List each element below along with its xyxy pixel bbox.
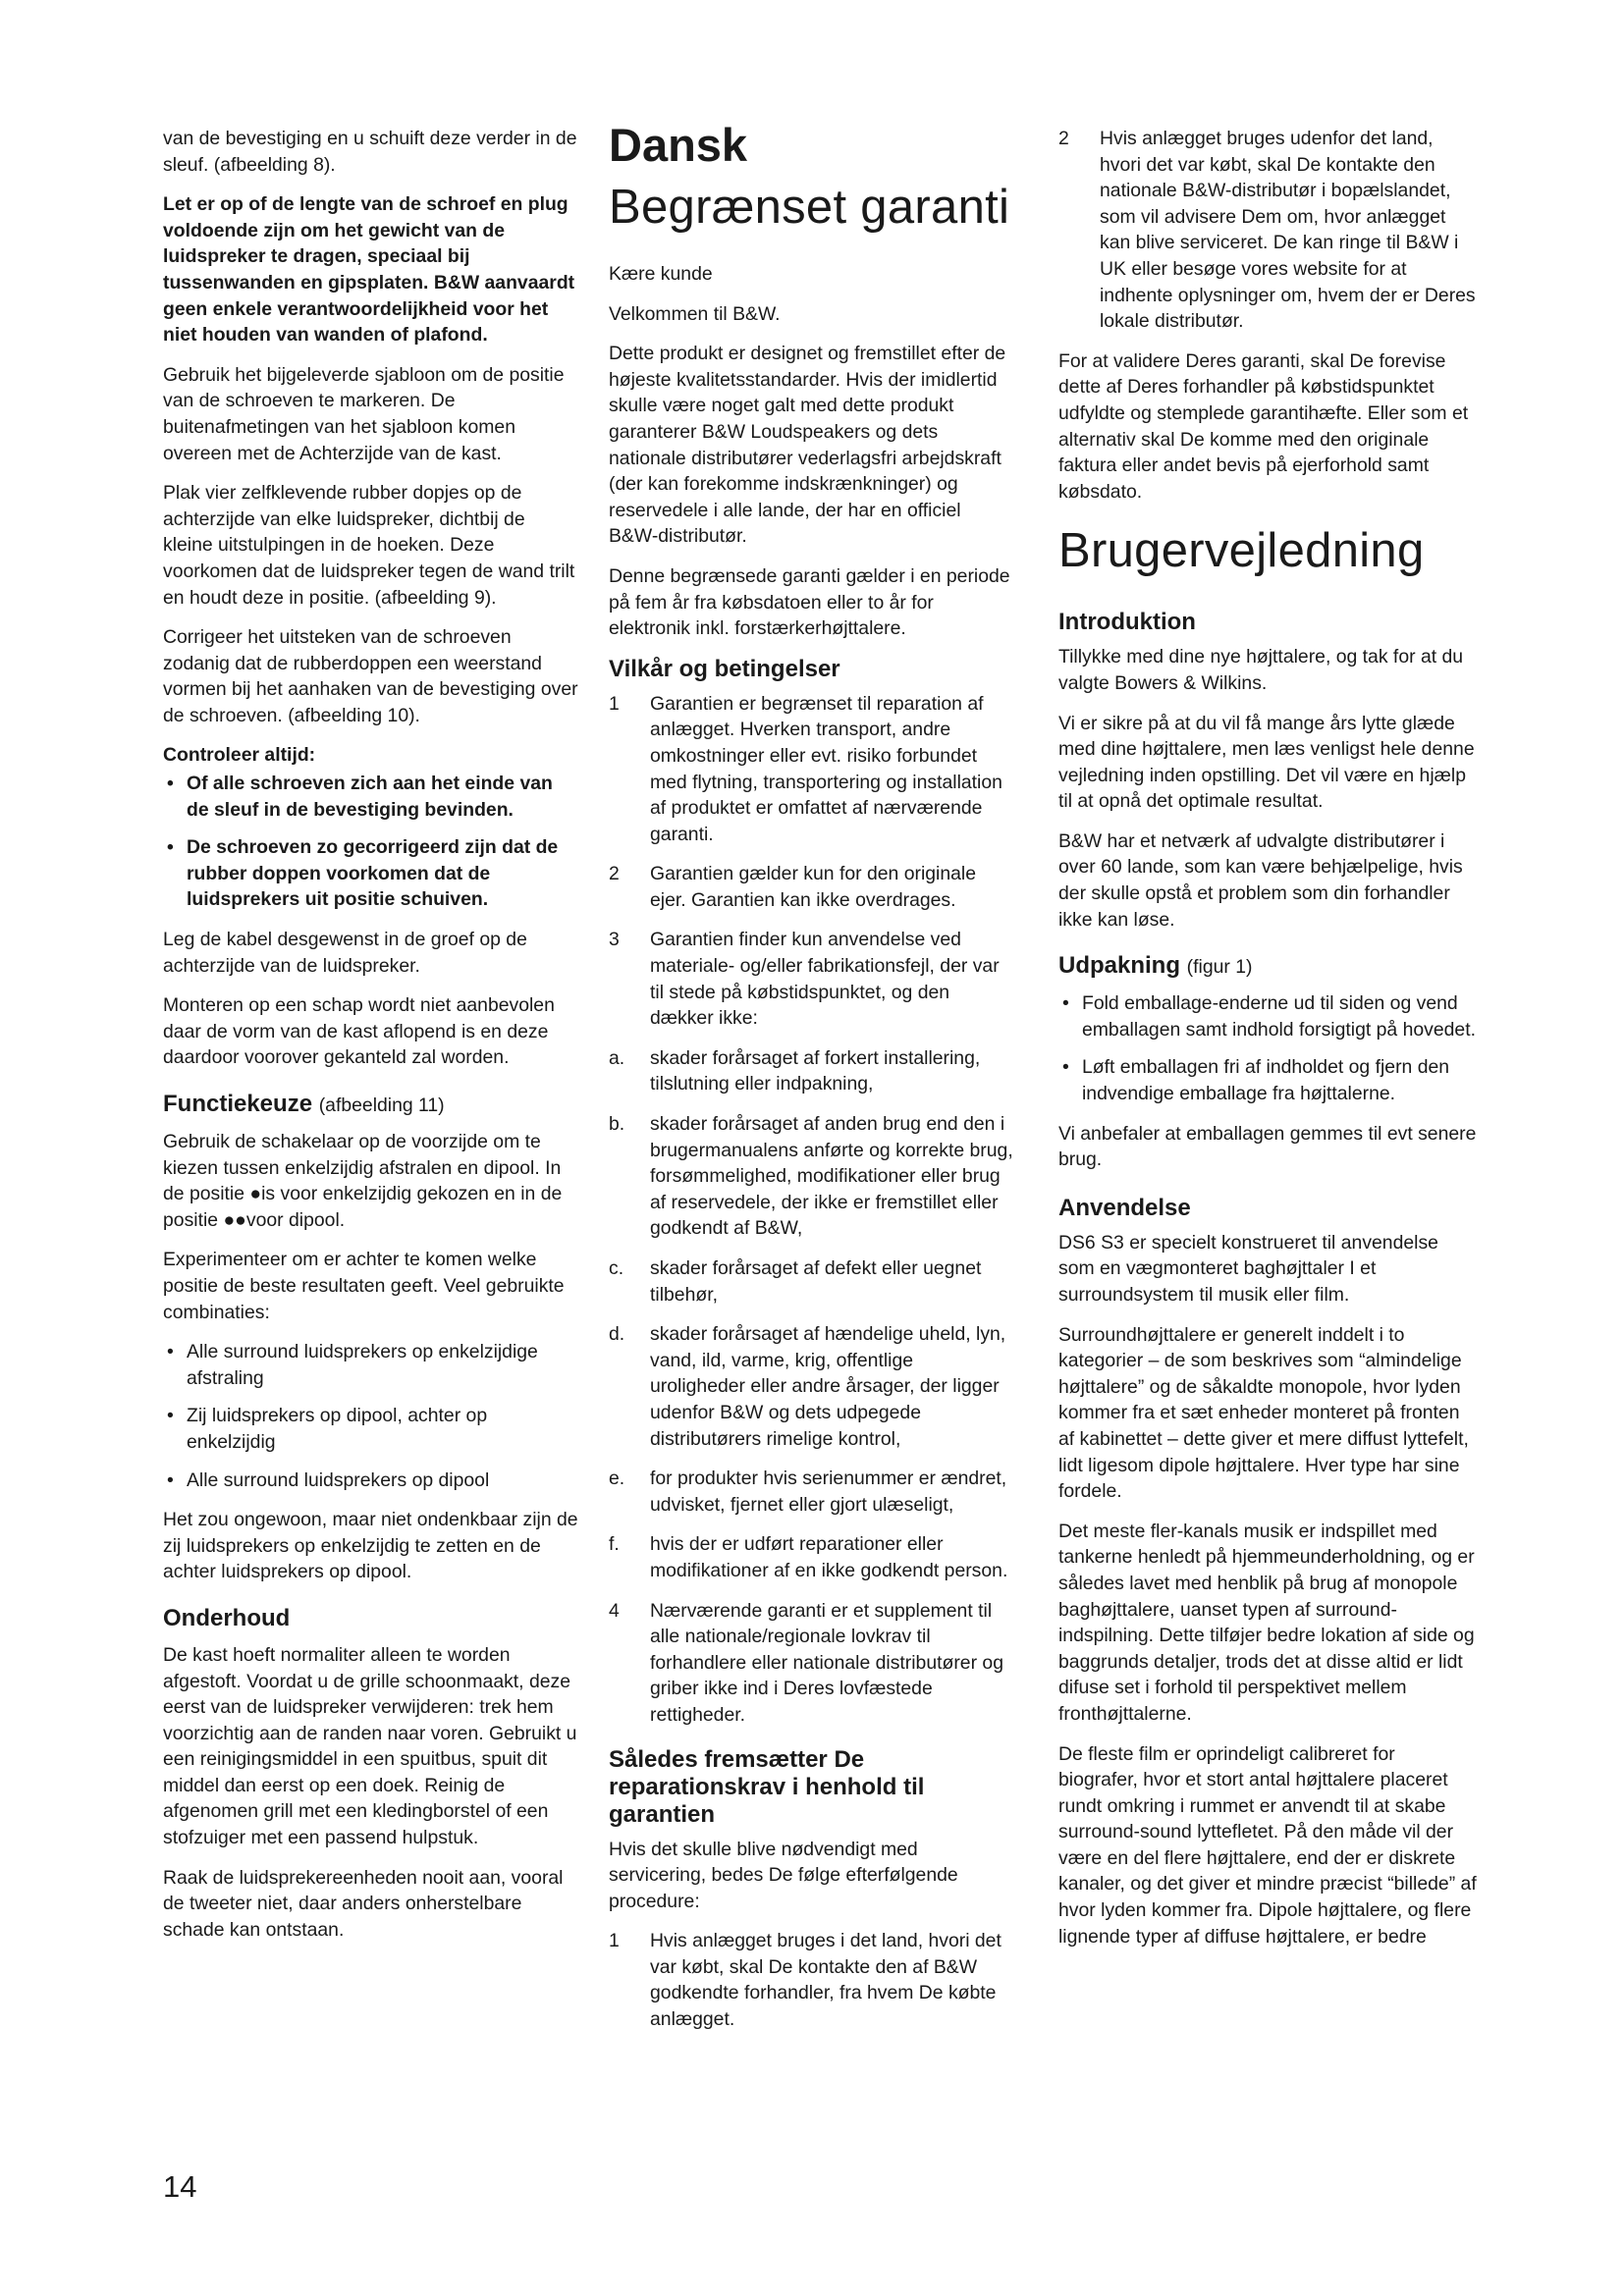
language-heading: Dansk [609,119,748,171]
paragraph: Corrigeer het uitsteken van de schroeven zodanig dat de rubberdoppen een weerstand vormen bij het aanhaken van de bevestiging over de schroeven. (afbeelding 10). [163,626,578,726]
list-item: • Alle surround luidsprekers op enkelzijdige afstraling [163,1339,579,1391]
list-item: • Of alle schroeven zich aan het einde van de sleuf in de bevestiging bevinden. [163,771,579,823]
list-item: • De schroeven zo gecorrigeerd zijn dat de rubber doppen voorkomen dat de luidsprekers uit positie schuiven. [163,834,579,913]
section-title: Brugervejledning [1058,524,1425,578]
paragraph: Surroundhøjttalere er generelt inddelt i to kategorier – de som beskrives som “almindelige højttalere” og de såkaldte monopole, hvor lyden kommer fra et sæt enheder monteret på fronten af kabinettet – dette giver et mere diffust lyttefelt, lidt ligesom dipole højttalere. Hver type har sine fordele. [1058,1323,1469,1503]
section-heading-anvendelse: Anvendelse [1058,1194,1191,1221]
single-dot-symbol: ● [249,1183,262,1205]
section-heading-udpakning: Udpakning (figur 1) [1058,952,1253,980]
list-item: 2 Garantien gælder kun for den originale ejer. Garantien kan ikke overdrages. [609,863,976,911]
paragraph: Raak de luidsprekereenheden nooit aan, vooral de tweeter niet, daar anders onherstelbare schade kan ontstaan. [163,1866,564,1941]
page-number: 14 [163,2169,197,2204]
list-item: • Løft emballagen fri af indholdet og fjern den indvendige emballage fra højttalerne. [1058,1054,1477,1106]
list-item: 1 Hvis anlægget bruges i det land, hvori det var købt, skal De kontakte den af B&W godkendte forhandler, fra hvem De købte anlægget. [609,1930,1001,2031]
paragraph: Het zou ongewoon, maar niet ondenkbaar zijn de zij luidsprekers op enkelzijdig te zetten en de achter luidsprekers op dipool. [163,1509,578,1583]
column-left [163,126,579,1956]
paragraph: Leg de kabel desgewenst in de groef op de achterzijde van de luidspreker. [163,929,527,977]
page-title: Begrænset garanti [609,181,1010,234]
paragraph: Experimenteer om er achter te komen welke positie de beste resultaten geeft. Veel gebruikte combinaties: [163,1249,565,1323]
double-dot-symbol: ●● [223,1208,246,1231]
paragraph: Tillykke med dine nye højttalere, og tak for at du valgte Bowers & Wilkins. [1058,646,1464,694]
paragraph: B&W har et netværk af udvalgte distributører i over 60 lande, som kan være behjælpelige, hvis der skulle opstå et problem som din forhandler ikke kan løse. [1058,829,1463,931]
section-heading-saledes: Således fremsætter De reparationskrav i henhold til garantien [609,1745,925,1828]
column-right [1058,126,1477,1963]
list-item: f. hvis der er udført reparationer eller modifikationer af en ikke godkendt person. [609,1533,1008,1581]
paragraph: Dette produkt er designet og fremstillet efter de højeste kvalitetsstandarder. Hvis der imidlertid skulle være noget galt med dette produkt garanterer B&W Loudspeakers og dets nationale distributører vederlagsfri arbejdskraft (der kan forekomme indskrænkninger) og reservedele i alle lande, der har en officiel B&W-distributør. [609,343,1006,548]
paragraph: Gebruik het bijgeleverde sjabloon om de positie van de schroeven te markeren. De buitenafmetingen van het sjabloon komen overeen met de Achterzijde van de kast. [163,363,565,464]
paragraph: Det meste fler-kanals musik er indspillet med tankerne henledt på hjemmeunderholdning, og er således lavet med henblik på brug af monopole baghøjttalere, uanset typen af surround-indspilning. Dette tilføjer bedre lokation af side og baggrunds detaljer, trods det at disse altid er lidt difuse set i forhold til perspektivet mellem fronthøjttalerne. [1058,1520,1475,1725]
section-heading-onderhoud: Onderhoud [163,1604,291,1631]
check-title: Controleer altijd: [163,744,316,767]
paragraph: Monteren op een schap wordt niet aanbevolen daar de vorm van de kast aflopend is en deze daardoor voorover gekanteld zal worden. [163,994,555,1069]
paragraph: De fleste film er oprindeligt calibreret for biografer, hvor et stort antal højttalere placeret rundt omkring i rummet er anvendt til at skabe surround-sound lyttefletet. På den måde vil der være en del flere højttalere, end der er diskrete kanaler, og det giver et mindre præcist “billede” af hvor lyden kommer fra. Dipole højttalere, og flere lignende typer af diffuse højttalere, er bedre [1058,1742,1477,1948]
list-item: d. skader forårsaget af hændelige uheld, lyn, vand, ild, varme, krig, offentlige uroligheder eller andre årsager, der ligger udenfor B&W og dets udpegede distributørers rimelige kontrol, [609,1323,1006,1450]
paragraph: De kast hoeft normaliter alleen te worden afgestoft. Voordat u de grille schoonmaakt, deze eerst van de luidspreker verwijderen: trek hem voorzichtig aan de randen naar voren. Gebruikt u een reinigingsmiddel in een spuitbus, spuit dit middel dan eerst op een doek. Reinig de afgenomen grill met een kledingborstel of een stofzuiger met een passend hulpstuk. [163,1643,577,1849]
paragraph: Hvis det skulle blive nødvendigt med servicering, bedes De følge efterfølgende procedure: [609,1838,958,1912]
paragraph: Vi er sikre på at du vil få mange års lytte glæde med dine højttalere, men læs venligst hele denne vejledning inden opstilling. Det vil være en hjælp til at opnå det optimale resultat. [1058,712,1475,813]
section-heading-vilkar: Vilkår og betingelser [609,655,840,682]
paragraph: Kære kunde [609,263,713,285]
list-item: 2 Hvis anlægget bruges udenfor det land, hvori det var købt, skal De kontakte den nationale B&W-distributør i bopælslandet, som vil advisere Dem om, hvor anlægget kan blive serviceret. De kan ringe til B&W i UK eller besøge vores website for at indhente oplysninger om, hvem der er Deres lokale distributør. [1058,128,1476,333]
paragraph: DS6 S3 er specielt konstrueret til anvendelse som en vægmonteret baghøjttaler I et surroundsystem til musik eller film. [1058,1231,1438,1306]
list-item: 3 Garantien finder kun anvendelse ved materiale- og/eller fabrikationsfejl, der var til stede på købstidspunktet, og den dækker ikke: [609,929,1000,1030]
paragraph: Vi anbefaler at emballagen gemmes til evt senere brug. [1058,1122,1477,1171]
paragraph: For at validere Deres garanti, skal De forevise dette af Deres forhandler på købstidspunktet udfyldte og stemplede garantihæfte. Eller som et alternativ skal De komme med den originale faktura eller andet bevis på ejerforhold samt købsdato. [1058,349,1469,503]
list-item: • Alle surround luidsprekers op dipool [163,1468,579,1494]
list-item: 1 Garantien er begrænset til reparation af anlægget. Hverken transport, andre omkostninger eller evt. risiko forbundet med flytning, transportering og installation af produktet er omfattet af nærværende garanti. [609,692,1002,845]
paragraph: Plak vier zelfklevende rubber dopjes op de achterzijde van elke luidspreker, dichtbij de kleine uitstulpingen in de hoeken. Deze voorkomen dat de luidspreker tegen de wand trilt en houdt deze in positie. (afbeelding 9). [163,482,575,609]
unpacking-list [1058,990,1477,1106]
check-list [163,771,579,913]
list-item: e. for produkter hvis serienummer er ændret, udvisket, fjernet eller gjort ulæseligt, [609,1468,1007,1516]
section-heading-functiekeuze: Functiekeuze (afbeelding 11) [163,1091,445,1117]
warning-paragraph: Let er op of de lengte van de schroef en plug voldoende zijn om het gewicht van de luidspreker te dragen, speciaal bij tussenwanden en gipsplaten. B&W aanvaardt geen enkele verantwoordelijkheid voor het niet houden van wanden of plafond. [163,193,575,347]
section-heading-introduktion: Introduktion [1058,609,1196,636]
list-item: 4 Nærværende garanti er et supplement til alle nationale/regionale lovkrav til forhandlere eller nationale distributører og griber ikke ind i Deres lovfæstede rettigheder. [609,1599,1004,1726]
list-item: • Zij luidsprekers op dipool, achter op enkelzijdig [163,1403,579,1455]
combinations-list [163,1339,579,1493]
paragraph: Velkommen til B&W. [609,302,781,325]
list-item: a. skader forårsaget af forkert installering, tilslutning eller indpakning, [609,1046,981,1095]
column-middle [609,118,1013,2047]
list-item: • Fold emballage-enderne ud til siden og vend emballagen samt indhold forsigtigt på hovedet. [1058,990,1477,1042]
list-item: b. skader forårsaget af anden brug end den i brugermanualens anførte og korrekte brug, forsømmelighed, modifikationer eller brug af reservedele, der ikke er fremstillet eller godkendt af B&W, [609,1113,1013,1240]
list-item: c. skader forårsaget af defekt eller uegnet tilbehør, [609,1257,982,1306]
terms-list [609,691,1013,1729]
paragraph: Denne begrænsede garanti gælder i en periode på fem år fra købsdatoen eller to år for elektronik inkl. forstærkerhøjttalere. [609,564,1010,640]
paragraph: van de bevestiging en u schuift deze verder in de sleuf. (afbeelding 8). [163,128,577,176]
paragraph: Gebruik de schakelaar op de voorzijde om te kiezen tussen enkelzijdig afstralen en dipool. In de positie ●is voor enkelzijdig gekozen en in de positie ●●voor dipool. [163,1131,563,1231]
